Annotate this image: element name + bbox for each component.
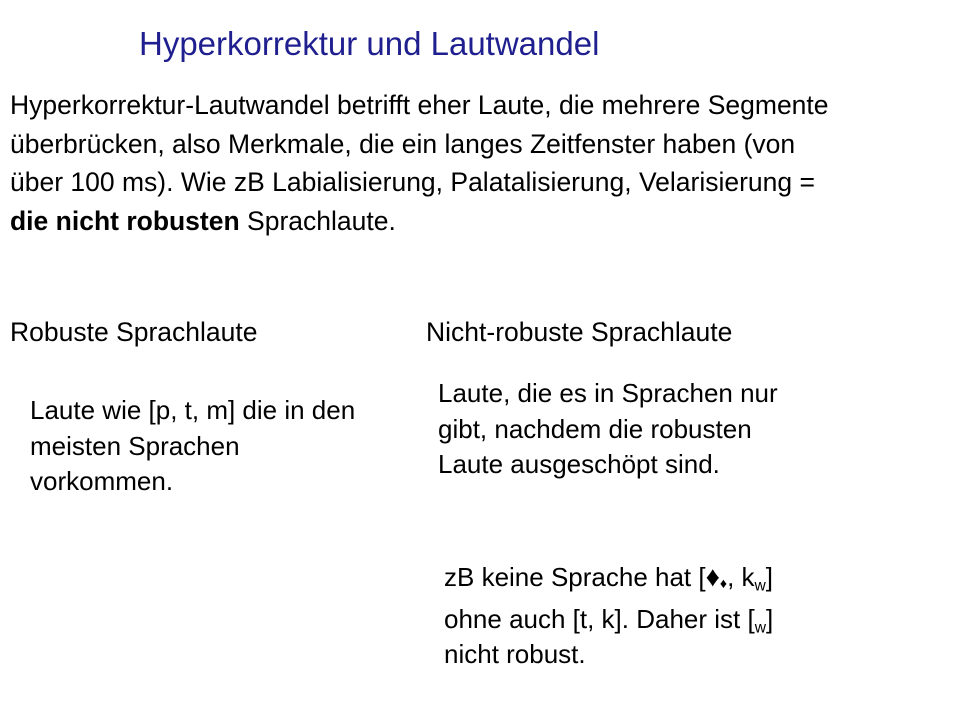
nonrobust-description: Laute, die es in Sprachen nur gibt, nachdem die robusten Laute ausgeschöpt sind. bbox=[438, 378, 778, 479]
intro-bold: die nicht robusten bbox=[10, 205, 240, 236]
example-text: ohne auch [t, k]. Daher ist [ bbox=[444, 603, 755, 634]
diamond-symbol-icon: ♦ bbox=[705, 561, 720, 592]
intro-paragraph bbox=[10, 86, 840, 240]
example-text: ] bbox=[765, 603, 774, 634]
intro-term: Hyperkorrektur-Lautwandel bbox=[10, 90, 330, 120]
small-diamond-symbol-icon: ♦ bbox=[719, 575, 728, 592]
example-note bbox=[444, 559, 914, 673]
subscript-w: w bbox=[754, 619, 766, 637]
example-line-1 bbox=[444, 559, 914, 602]
example-text: zB keine Sprache hat [ bbox=[444, 562, 706, 592]
example-line-2 bbox=[444, 602, 914, 638]
robust-heading: Robuste Sprachlaute bbox=[10, 317, 258, 347]
intro-text-2: Sprachlaute. bbox=[239, 205, 396, 236]
example-text: ] bbox=[765, 562, 774, 592]
subscript-w: w bbox=[754, 577, 766, 595]
example-line-3: nicht robust. bbox=[444, 639, 586, 670]
nonrobust-heading: Nicht-robuste Sprachlaute bbox=[426, 317, 733, 347]
robust-description: Laute wie [p, t, m] die in den meisten Sprachen vorkommen. bbox=[30, 395, 356, 496]
slide-title: Hyperkorrektur und Lautwandel bbox=[139, 25, 600, 62]
intro-text-1: betrifft eher Laute, die mehrere Segmente überbrücken, also Merkmale, die ein langes Zeitfenster haben (von über 100 ms). Wie zB Labialisierung, Palatalisierung, Velarisierung = bbox=[10, 90, 829, 197]
example-text: , k bbox=[727, 562, 755, 592]
